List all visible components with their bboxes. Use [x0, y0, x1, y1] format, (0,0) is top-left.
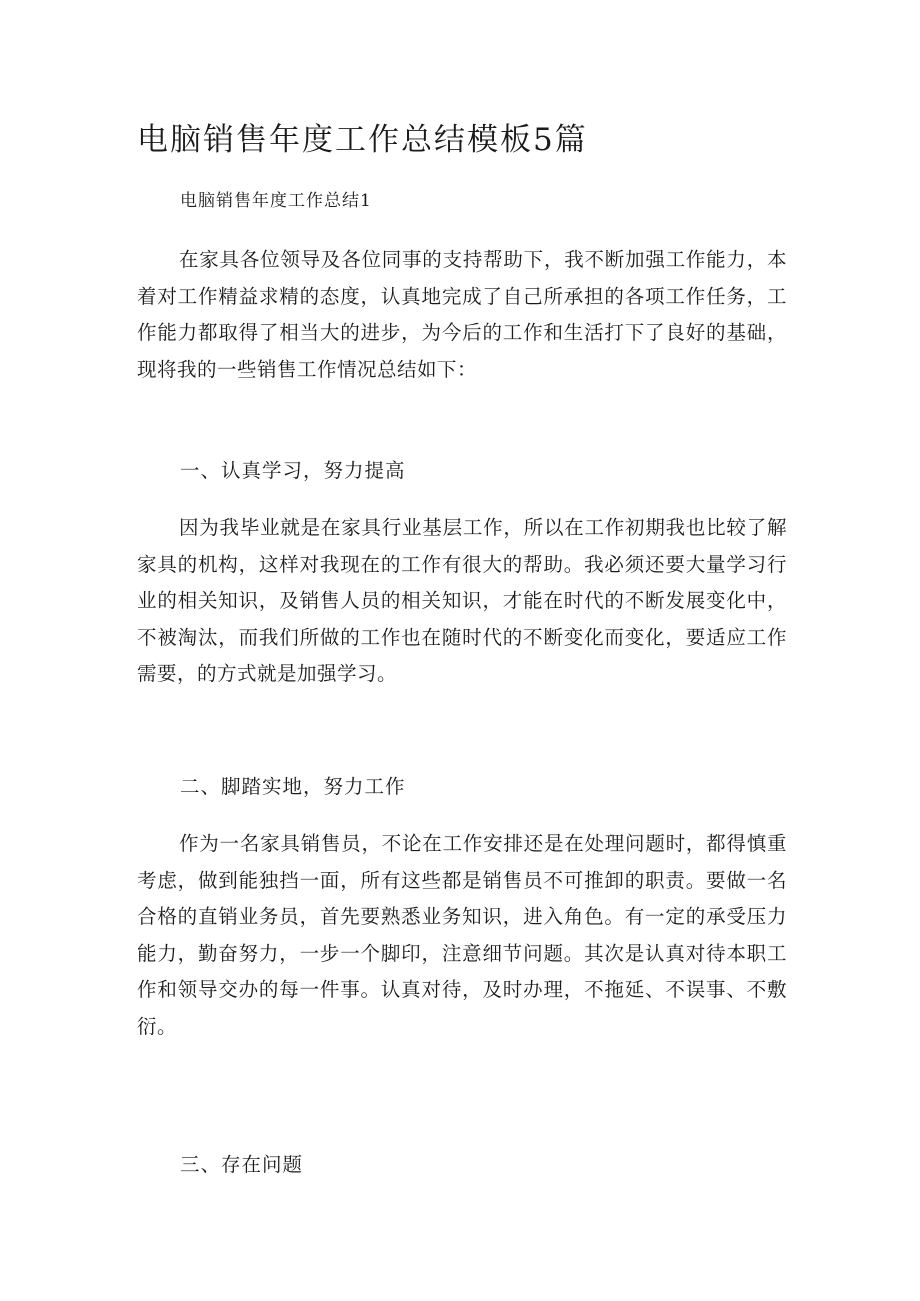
section-heading-1: 一、认真学习，努力提高	[180, 459, 406, 482]
intro-paragraph: 在家具各位领导及各位同事的支持帮助下，我不断加强工作能力，本着对工作精益求精的态度，认真地完成了自己所承担的各项工作任务，工作能力都取得了相当大的进步，为今后的工作和生活打下了良好的基础，现将我的一些销售工作情况总结如下：	[137, 248, 787, 381]
section-heading-3: 三、存在问题	[180, 1153, 304, 1176]
section-body-1: 因为我毕业就是在家具行业基层工作，所以在工作初期我也比较了解家具的机构，这样对我现在的工作有很大的帮助。我必须还要大量学习行业的相关知识，及销售人员的相关知识，才能在时代的不断发展变化中，不被淘汰，而我们所做的工作也在随时代的不断变化而变化，要适应工作需要，的方式就是加强学习。	[137, 516, 787, 685]
document-subtitle: 电脑销售年度工作总结1	[180, 191, 372, 211]
document-title: 电脑销售年度工作总结模板5篇	[137, 122, 588, 158]
section-heading-2: 二、脚踏实地，努力工作	[180, 775, 406, 798]
section-body-2: 作为一名家具销售员，不论在工作安排还是在处理问题时，都得慎重考虑，做到能独挡一面，所有这些都是销售员不可推卸的职责。要做一名合格的直销业务员，首先要熟悉业务知识，进入角色。有一定的承受压力能力，勤奋努力，一步一个脚印，注意细节问题。其次是认真对待本职工作和领导交办的每一件事。认真对待，及时办理，不拖延、不误事、不敷衍。	[137, 832, 787, 1038]
